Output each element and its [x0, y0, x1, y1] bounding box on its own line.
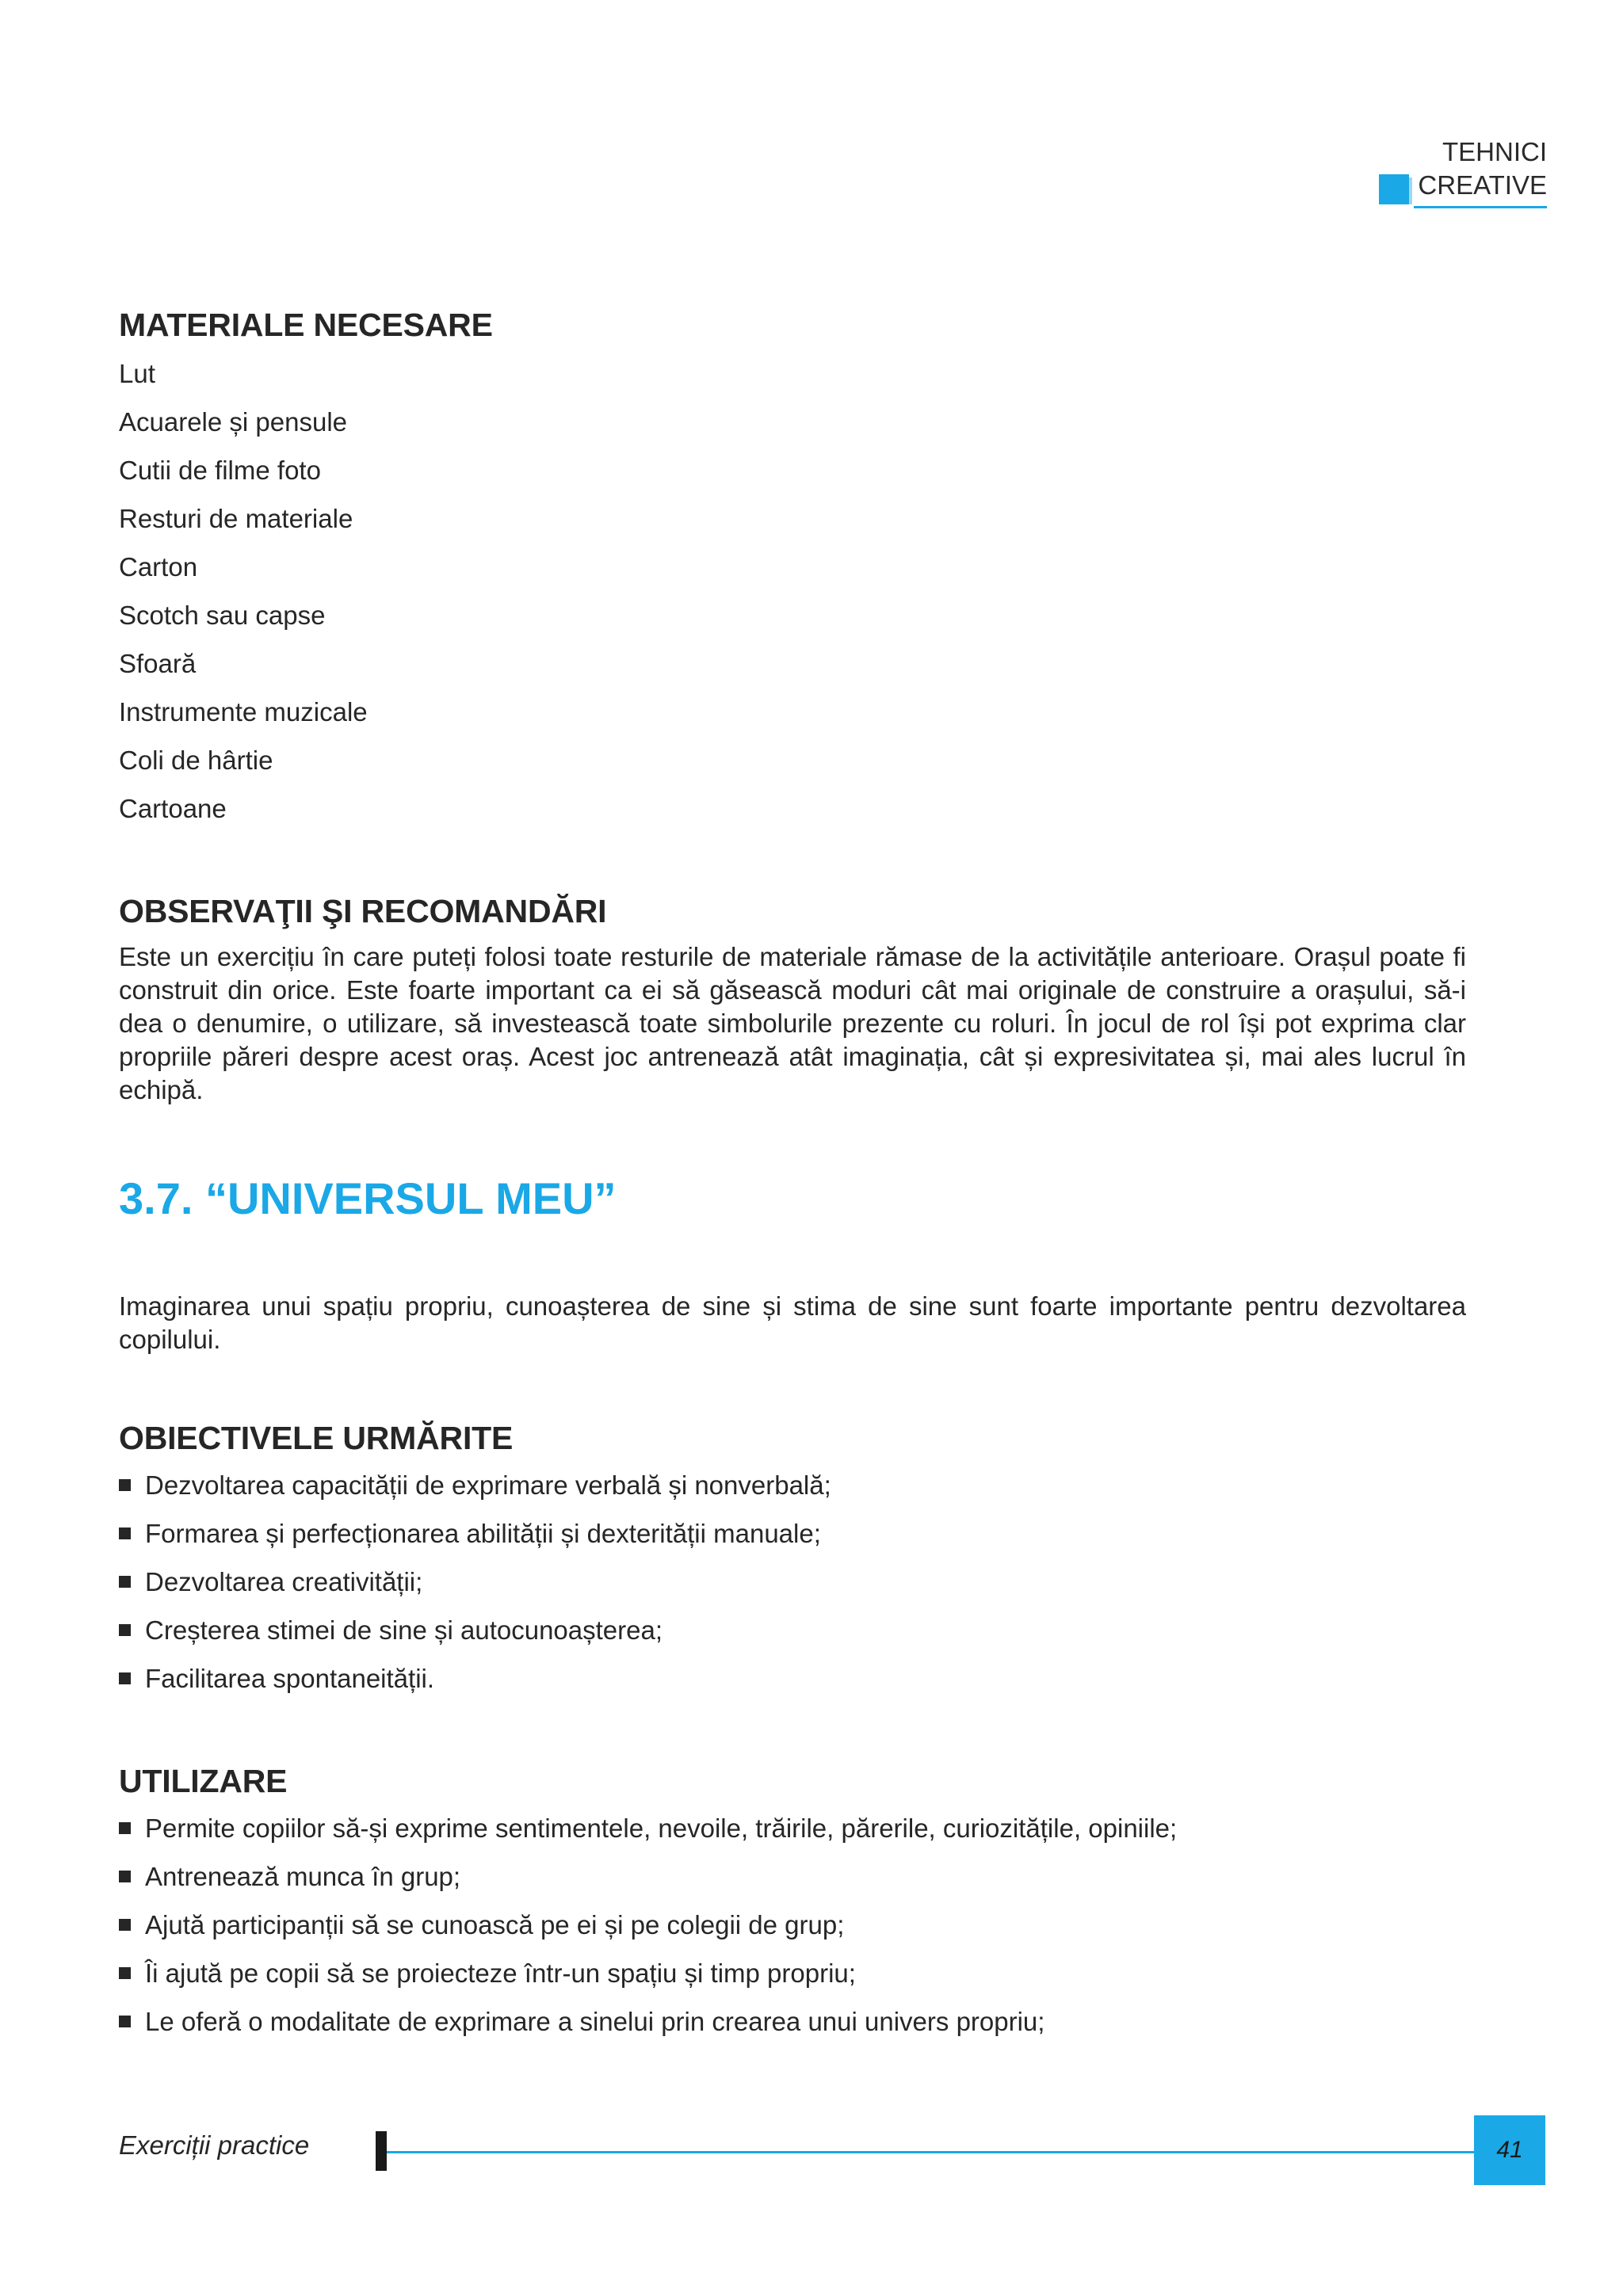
usage-text: Ajută participanții să se cunoască pe ei și pe colegii de grup; — [145, 1910, 845, 1939]
footer-rule — [387, 2151, 1474, 2153]
objectives-section — [119, 1418, 1466, 1703]
bullet-square-icon — [119, 1527, 131, 1539]
usage-text: Permite copiilor să-și exprime sentimentele, nevoile, trăirile, părerile, curiozitățile, opiniile; — [145, 1814, 1178, 1843]
material-item: Cutii de filme foto — [119, 456, 321, 485]
objective-item — [119, 1509, 1466, 1558]
bullet-square-icon — [119, 1576, 131, 1588]
objective-item — [119, 1558, 1466, 1606]
header-mark — [1357, 136, 1547, 209]
bullet-square-icon — [119, 2016, 131, 2027]
objective-text: Dezvoltarea capacității de exprimare verbală și nonverbală; — [145, 1470, 831, 1500]
material-item: Carton — [119, 552, 198, 582]
header-rule — [1414, 206, 1547, 208]
material-item: Resturi de materiale — [119, 504, 353, 533]
usage-item — [119, 1949, 1466, 1997]
objective-item — [119, 1461, 1466, 1509]
usage-item — [119, 1901, 1466, 1949]
observations-text: Este un exercițiu în care puteți folosi toate resturile de materiale rămase de la activitățile anterioare. Orașul poate fi construit din orice. Este foarte important ca ei să găsească moduri cât mai originale de construire a orașului, să-i dea o denumire, o utilizare, să investească toate simbolurile prezente cu roluri. În jocul de rol își pot exprima clar propriile păreri despre acest oraș. Acest joc antrenează atât imaginația, cât și expresivitatea și, mai ales lucrul în echipă. — [119, 942, 1466, 1104]
objective-text: Creșterea stimei de sine și autocunoașterea; — [145, 1615, 663, 1645]
footer-label: Exerciții practice — [119, 2130, 310, 2160]
usage-text: Îi ajută pe copii să se proiecteze într-un spațiu și timp propriu; — [145, 1958, 856, 1988]
page-number: 41 — [1474, 2115, 1545, 2185]
usage-title: UTILIZARE — [119, 1763, 288, 1799]
usage-list — [119, 1804, 1466, 2046]
usage-text: Antrenează munca în grup; — [145, 1862, 461, 1891]
bullet-square-icon — [119, 1871, 131, 1882]
objectives-title: OBIECTIVELE URMĂRITE — [119, 1420, 514, 1456]
objectives-list — [119, 1461, 1466, 1703]
bullet-square-icon — [119, 1672, 131, 1684]
header-square-shadow — [1409, 177, 1412, 204]
materials-section — [119, 305, 1466, 833]
footer-mark — [376, 2131, 387, 2171]
usage-text: Le oferă o modalitate de exprimare a sinelui prin crearea unui univers propriu; — [145, 2007, 1045, 2036]
bullet-square-icon — [119, 1919, 131, 1931]
bullet-square-icon — [119, 1967, 131, 1979]
bullet-square-icon — [119, 1822, 131, 1834]
objective-item — [119, 1654, 1466, 1703]
observations-section — [119, 891, 1466, 1107]
header-line-1: TEHNICI — [1442, 137, 1547, 166]
bullet-square-icon — [119, 1624, 131, 1636]
header-line-2: CREATIVE — [1418, 170, 1547, 200]
objective-text: Dezvoltarea creativității; — [145, 1567, 423, 1596]
bullet-square-icon — [119, 1479, 131, 1491]
materials-list — [119, 349, 1466, 833]
usage-section — [119, 1761, 1466, 2046]
chapter-intro: Imaginarea unui spațiu propriu, cunoașterea de sine și stima de sine sunt foarte importante pentru dezvoltarea copilului. — [119, 1291, 1466, 1354]
header-square-icon — [1379, 174, 1409, 204]
usage-item — [119, 1997, 1466, 2046]
observations-title: OBSERVAŢII ŞI RECOMANDĂRI — [119, 893, 607, 929]
material-item: Instrumente muzicale — [119, 697, 368, 727]
usage-item — [119, 1852, 1466, 1901]
material-item: Lut — [119, 359, 155, 388]
material-item: Scotch sau capse — [119, 601, 326, 630]
chapter-section — [119, 1173, 1466, 1225]
material-item: Acuarele și pensule — [119, 407, 348, 437]
objective-text: Facilitarea spontaneității. — [145, 1664, 435, 1693]
materials-title: MATERIALE NECESARE — [119, 307, 493, 343]
material-item: Sfoară — [119, 649, 197, 678]
chapter-title: 3.7. “UNIVERSUL MEU” — [119, 1173, 617, 1223]
usage-item — [119, 1804, 1466, 1852]
material-item: Cartoane — [119, 794, 227, 823]
objective-item — [119, 1606, 1466, 1654]
objective-text: Formarea și perfecționarea abilității și dexterității manuale; — [145, 1519, 821, 1548]
material-item: Coli de hârtie — [119, 746, 273, 775]
chapter-intro-block — [119, 1290, 1466, 1356]
